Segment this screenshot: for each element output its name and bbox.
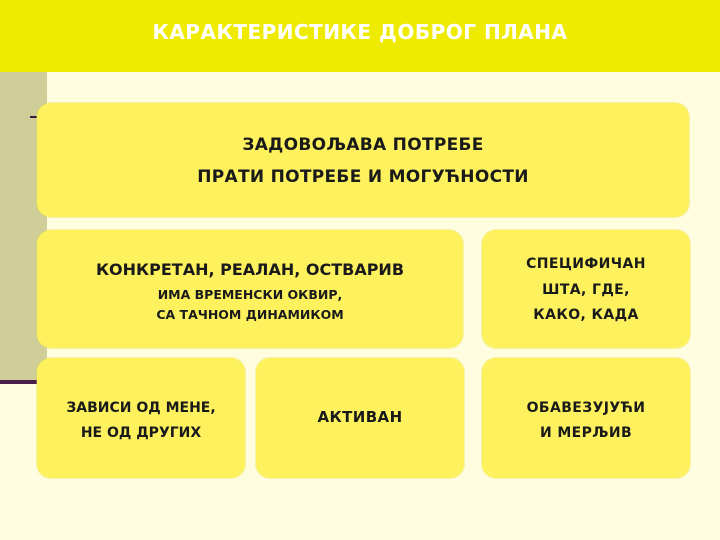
bottom-center-line-1: АКТИВАН (317, 408, 403, 426)
bottom-right-line-2: И МЕРЉИВ (539, 425, 633, 441)
middle-right-characteristic-box (482, 230, 690, 348)
middle-left-sub-text-2: СА ТАЧНОМ ДИНАМИКОМ (156, 307, 344, 322)
middle-left-sub-text-1: ИМА ВРЕМЕНСКИ ОКВИР, (157, 287, 343, 302)
bottom-center-characteristic-box (256, 358, 464, 478)
bottom-left-line-2: НЕ ОД ДРУГИХ (80, 425, 202, 441)
bottom-left-line-1: ЗАВИСИ ОД МЕНЕ, (66, 400, 216, 416)
middle-right-line-1: СПЕЦИФИЧАН (526, 256, 646, 272)
top-characteristic-box (37, 103, 689, 217)
top-box-line-2: ПРАТИ ПОТРЕБЕ И МОГУЋНОСТИ (197, 167, 529, 187)
middle-right-line-3: КАКО, КАДА (533, 307, 639, 323)
top-box-line-1: ЗАДОВОЉАВА ПОТРЕБЕ (242, 135, 484, 155)
title-bar (0, 0, 720, 72)
middle-left-main-text: КОНКРЕТАН, РЕАЛАН, ОСТВАРИВ (95, 260, 405, 279)
bottom-right-characteristic-box (482, 358, 690, 478)
bottom-left-characteristic-box (37, 358, 245, 478)
slide-title: КАРАКТЕРИСТИКЕ ДОБРОГ ПЛАНА (152, 20, 568, 44)
middle-right-line-2: ШТА, ГДЕ, (542, 282, 630, 298)
middle-left-characteristic-box (37, 230, 463, 348)
bottom-right-line-1: ОБАВЕЗУЈУЋИ (526, 400, 646, 416)
